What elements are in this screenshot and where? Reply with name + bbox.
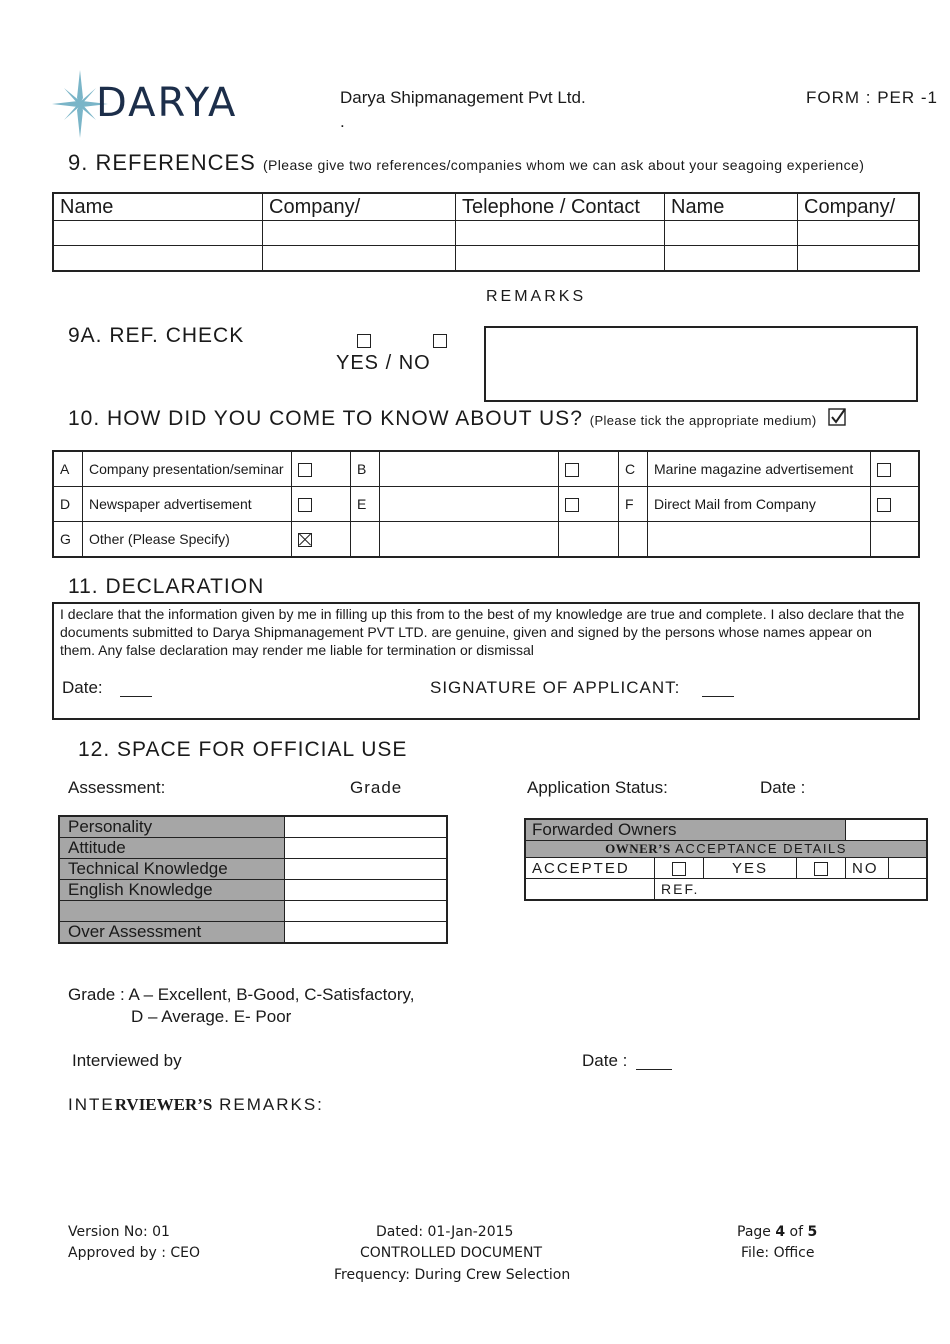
declaration-heading: 11. DECLARATION [68, 575, 265, 598]
grade-row-label: Attitude [59, 838, 285, 859]
accepted-yes-checkbox[interactable] [672, 862, 686, 876]
table-row [525, 879, 927, 901]
status-date-label: Date : [760, 778, 806, 797]
controlled-document: CONTROLLED DOCUMENT [360, 1245, 543, 1261]
table-row [59, 922, 447, 944]
option-checkbox[interactable] [298, 463, 312, 477]
grade-row-label [59, 901, 285, 922]
column-header: Name [53, 193, 263, 221]
table-cell[interactable] [53, 221, 263, 246]
table-cell [871, 522, 920, 558]
ref-check-yes-checkbox[interactable] [357, 334, 371, 348]
option-label [380, 451, 559, 487]
table-cell[interactable] [456, 246, 665, 272]
table-row [525, 858, 927, 879]
table-row [59, 838, 447, 859]
header-dot: . [340, 112, 345, 131]
table-cell[interactable] [263, 221, 456, 246]
table-row [53, 522, 919, 558]
references-note: (Please give two references/companies whom we can ask about your seagoing experience) [262, 157, 865, 173]
table-row [525, 841, 927, 858]
option-label: Newspaper advertisement [83, 487, 292, 522]
approved-by: Approved by : CEO [68, 1245, 201, 1261]
grade-row-label: English Knowledge [59, 880, 285, 901]
grade-cell[interactable] [285, 859, 448, 880]
grade-key-line-1: Grade : A – Excellent, B-Good, C-Satisfactory, [68, 985, 415, 1004]
signature-blank[interactable] [702, 696, 734, 697]
option-checkbox[interactable] [565, 463, 579, 477]
grade-cell[interactable] [285, 901, 448, 922]
table-row [53, 451, 919, 487]
references-table [52, 192, 920, 272]
option-code: B [351, 451, 380, 487]
table-cell[interactable] [798, 246, 920, 272]
option-label: Direct Mail from Company [648, 487, 871, 522]
ref-check-no-checkbox[interactable] [433, 334, 447, 348]
interview-date-label: Date : [582, 1051, 628, 1070]
table-cell [559, 522, 619, 558]
grade-cell[interactable] [285, 922, 448, 944]
table-cell [525, 879, 655, 901]
interviewed-by-label: Interviewed by [72, 1051, 182, 1070]
table-row [53, 221, 919, 246]
grade-label: Grade [350, 778, 403, 797]
table-cell[interactable] [263, 246, 456, 272]
option-checkbox-cell [292, 451, 351, 487]
option-checkbox-cell [871, 451, 920, 487]
form-id: FORM : PER -1 [806, 88, 939, 107]
medium-table [52, 450, 920, 558]
forwarded-owners-cell[interactable] [846, 819, 928, 841]
yes-no-label: YES / NO [336, 352, 431, 374]
grade-cell[interactable] [285, 816, 448, 838]
option-label [380, 487, 559, 522]
version-number: Version No: 01 [68, 1224, 170, 1240]
grade-row-label: Personality [59, 816, 285, 838]
table-row [53, 246, 919, 272]
accepted-no-cell [797, 858, 846, 879]
how-note: (Please tick the appropriate medium) [589, 413, 817, 428]
table-cell[interactable] [53, 246, 263, 272]
option-code: E [351, 487, 380, 522]
column-header: Company/ [263, 193, 456, 221]
company-name: Darya Shipmanagement Pvt Ltd. [340, 88, 586, 107]
option-code: C [619, 451, 648, 487]
remarks-label: REMARKS [486, 288, 587, 305]
option-checkbox[interactable] [565, 498, 579, 512]
ref-check-heading: 9A. REF. CHECK [68, 324, 245, 347]
option-checkbox-cell [871, 487, 920, 522]
grade-cell[interactable] [285, 880, 448, 901]
table-cell [619, 522, 648, 558]
date-blank[interactable] [120, 696, 152, 697]
date-label: Date: [62, 678, 103, 697]
signature-label: SIGNATURE OF APPLICANT: [430, 678, 681, 697]
table-row [59, 859, 447, 880]
interviewer-remarks-label: INTERVIEWER’S REMARKS: [68, 1095, 324, 1114]
column-header: Telephone / Contact [456, 193, 665, 221]
option-code: F [619, 487, 648, 522]
owner-acceptance-heading: OWNER’S ACCEPTANCE DETAILS [525, 841, 927, 858]
table-cell[interactable] [665, 221, 798, 246]
file-label: File: Office [741, 1245, 815, 1261]
table-cell[interactable] [798, 221, 920, 246]
table-cell [351, 522, 380, 558]
column-header: Company/ [798, 193, 920, 221]
accepted-yes-cell [655, 858, 704, 879]
table-row [59, 880, 447, 901]
option-code: D [53, 487, 83, 522]
option-checkbox[interactable] [877, 463, 891, 477]
option-checkbox-checked[interactable] [298, 533, 312, 547]
declaration-text: I declare that the information given by me in filling up this from to the best of my knowledge are true and complete. I also declare that the documents submitted to Darya Shipmanagement PVT LTD. are genuine, given and signed by the persons whose names appear on them. Any false declaration may render me liable for termination or dismissal [60, 606, 905, 658]
table-cell [380, 522, 559, 558]
grade-table [58, 815, 448, 944]
table-cell [889, 858, 928, 879]
frequency: Frequency: During Crew Selection [334, 1267, 571, 1283]
no-label: NO [846, 858, 889, 879]
owner-acceptance-table [524, 818, 928, 901]
grade-cell[interactable] [285, 838, 448, 859]
option-code: G [53, 522, 83, 558]
table-row [53, 487, 919, 522]
option-checkbox[interactable] [298, 498, 312, 512]
official-heading: 12. SPACE FOR OFFICIAL USE [78, 738, 408, 761]
table-row [59, 901, 447, 922]
table-row [59, 816, 447, 838]
option-label: Other (Please Specify) [83, 522, 292, 558]
table-cell[interactable] [456, 221, 665, 246]
ref-label: REF. [655, 879, 928, 901]
grade-row-label: Technical Knowledge [59, 859, 285, 880]
remarks-box[interactable] [484, 326, 918, 402]
references-heading: 9. REFERENCES (Please give two references/companies whom we can ask about your seagoing experience) [68, 150, 865, 175]
option-code: A [53, 451, 83, 487]
option-label: Marine magazine advertisement [648, 451, 871, 487]
company-logo [50, 68, 240, 138]
option-checkbox[interactable] [877, 498, 891, 512]
option-checkbox-cell [559, 451, 619, 487]
assessment-label: Assessment: [68, 778, 166, 797]
how-heading: 10. HOW DID YOU COME TO KNOW ABOUT US? (Please tick the appropriate medium) [68, 407, 817, 430]
option-checkbox-cell [559, 487, 619, 522]
application-status-label: Application Status: [527, 778, 668, 797]
declaration-box [52, 602, 920, 720]
option-checkbox-cell [292, 522, 351, 558]
dated: Dated: 01-Jan-2015 [376, 1224, 514, 1240]
option-checkbox-cell [292, 487, 351, 522]
checkmark-icon [828, 408, 846, 426]
table-cell [648, 522, 871, 558]
option-label: Company presentation/seminar [83, 451, 292, 487]
table-row [525, 819, 927, 841]
column-header: Name [665, 193, 798, 221]
table-header-row [53, 193, 919, 221]
grade-row-label: Over Assessment [59, 922, 285, 944]
table-cell[interactable] [665, 246, 798, 272]
yes-label: YES [704, 858, 797, 879]
interview-date-blank[interactable] [636, 1069, 672, 1070]
grade-key-line-2: D – Average. E- Poor [131, 1007, 292, 1026]
logo-wordmark: DARYA [96, 80, 238, 126]
accepted-label: ACCEPTED [525, 858, 655, 879]
page-number: Page 4 of 5 [737, 1224, 818, 1240]
forwarded-owners-label: Forwarded Owners [525, 819, 846, 841]
accepted-no-checkbox[interactable] [814, 862, 828, 876]
